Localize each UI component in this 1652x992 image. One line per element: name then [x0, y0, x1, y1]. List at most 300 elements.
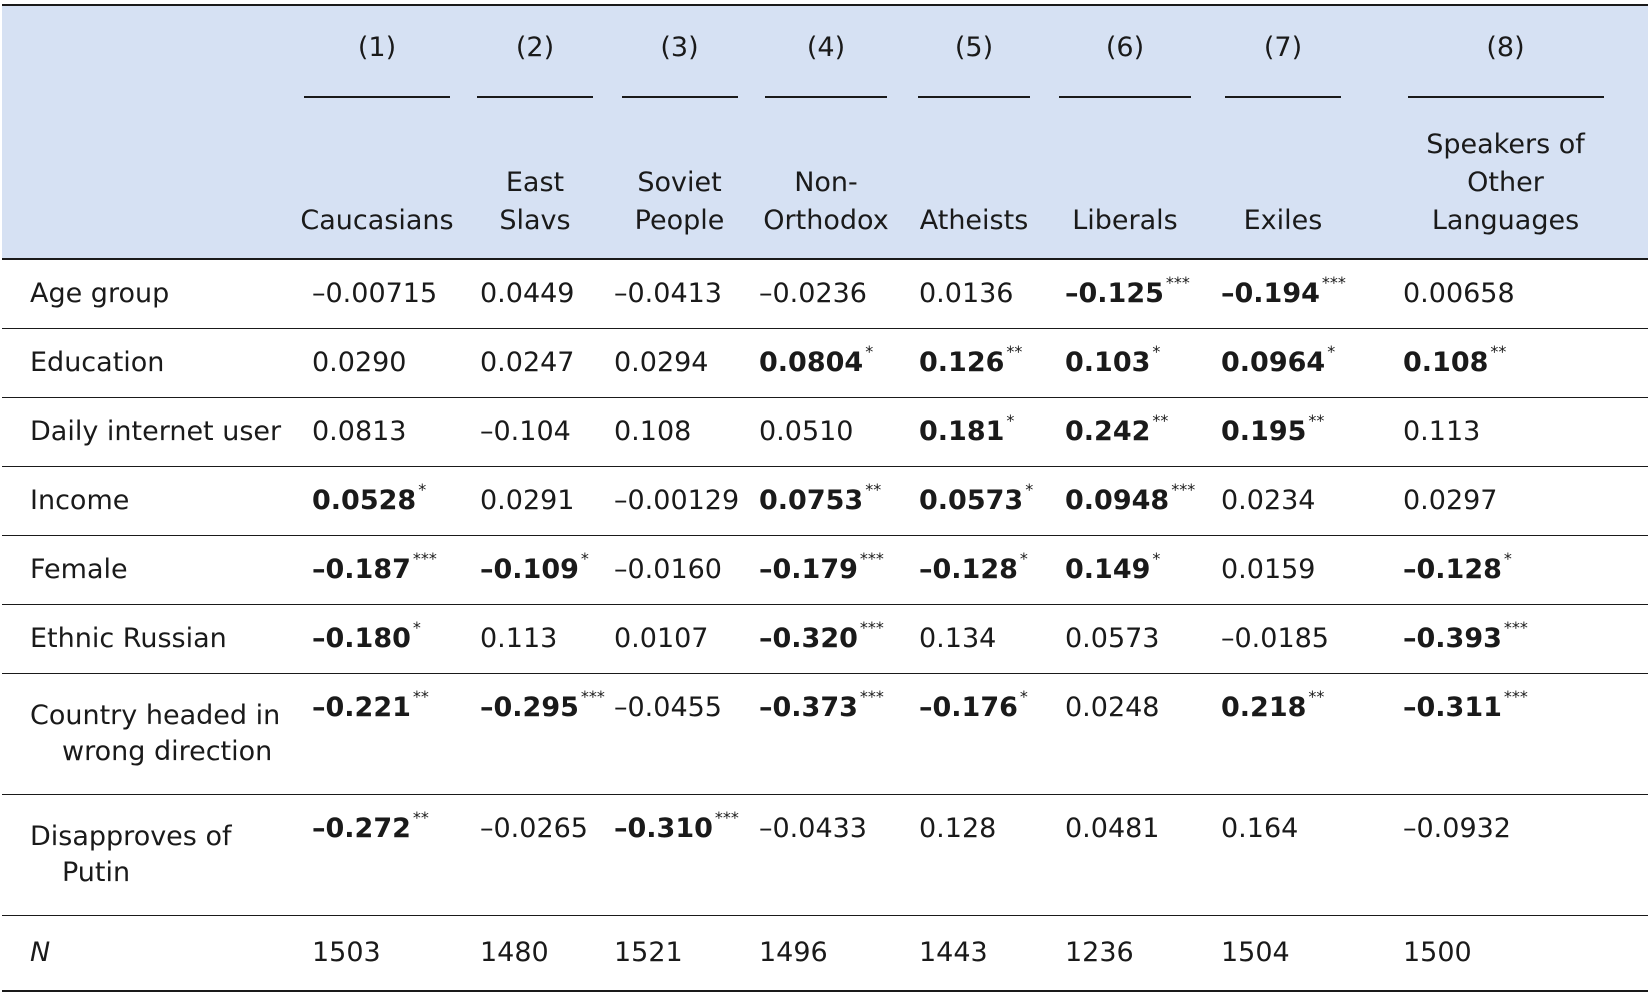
coefficient-number: 0.134	[919, 623, 997, 654]
column-number-header	[1363, 5, 1648, 100]
coefficient-value	[480, 935, 549, 971]
significance-stars: ***	[859, 618, 884, 637]
coefficient-number: 0.108	[1403, 347, 1489, 378]
coefficient-value	[312, 618, 421, 657]
significance-stars: **	[1006, 342, 1023, 361]
coefficient-value	[919, 411, 1015, 450]
coefficient-value	[480, 345, 574, 381]
coefficient-value	[480, 549, 589, 588]
column-header-rule	[1408, 96, 1604, 98]
row-label	[2, 674, 292, 795]
coefficient-value	[1403, 618, 1528, 657]
coefficient-number: 0.0248	[1065, 692, 1160, 723]
coefficient-number: 0.0753	[759, 485, 864, 516]
coefficient-number: 0.108	[614, 416, 692, 447]
column-number: (2)	[515, 31, 555, 63]
coefficient-cell	[462, 398, 608, 467]
coefficient-cell	[1363, 536, 1648, 605]
coefficient-value	[312, 480, 427, 519]
column-number-row	[2, 5, 1648, 100]
coefficient-value	[1403, 483, 1497, 519]
coefficient-number: –0.0932	[1403, 813, 1511, 844]
coefficient-value	[1065, 621, 1159, 657]
coefficient-cell	[608, 398, 751, 467]
coefficient-cell	[751, 259, 901, 329]
coefficient-number: 0.0291	[480, 485, 575, 516]
coefficient-number: 0.0294	[614, 347, 709, 378]
coefficient-value	[759, 276, 867, 312]
coefficient-number: 0.164	[1221, 813, 1299, 844]
coefficient-number: –0.00715	[312, 278, 438, 309]
coefficient-number: –0.125	[1065, 278, 1164, 309]
coefficient-value	[480, 483, 574, 519]
coefficient-value	[1065, 273, 1190, 312]
column-name-line: East	[505, 167, 565, 198]
column-name-row	[2, 100, 1648, 259]
significance-stars: ***	[1321, 273, 1346, 292]
coefficient-number: 0.0297	[1403, 485, 1498, 516]
column-name-header	[292, 100, 462, 259]
coefficient-value	[480, 276, 574, 312]
column-header-rule	[477, 96, 593, 98]
coefficient-value	[1065, 342, 1161, 381]
column-number: (3)	[660, 31, 699, 63]
coefficient-number: 0.0573	[919, 485, 1024, 516]
significance-stars: ***	[714, 808, 739, 827]
coefficient-cell	[292, 329, 462, 398]
coefficient-number: 0.0573	[1065, 623, 1160, 654]
coefficient-cell	[751, 605, 901, 674]
column-number: (8)	[1486, 31, 1525, 63]
column-name-line: Other	[1467, 167, 1544, 198]
coefficient-value	[614, 552, 722, 588]
coefficient-cell	[462, 605, 608, 674]
coefficient-number: 1503	[312, 937, 381, 968]
coefficient-cell	[751, 674, 901, 795]
coefficient-value	[312, 345, 406, 381]
significance-stars: *	[1019, 549, 1028, 568]
coefficient-cell	[1203, 795, 1363, 916]
coefficient-number: 0.113	[480, 623, 558, 654]
row-label-line: Income	[30, 485, 130, 516]
coefficient-number: –0.180	[312, 623, 411, 654]
column-header-rule	[765, 96, 887, 98]
coefficient-value	[1403, 276, 1515, 312]
column-number-header	[1047, 5, 1203, 100]
coefficient-number: –0.176	[919, 692, 1018, 723]
column-name-header	[462, 100, 608, 259]
significance-stars: *	[418, 480, 427, 499]
coefficient-value	[614, 276, 722, 312]
coefficient-cell	[462, 259, 608, 329]
coefficient-value	[759, 618, 884, 657]
coefficient-number: –0.320	[759, 623, 858, 654]
coefficient-cell	[292, 259, 462, 329]
coefficient-number: 1480	[480, 937, 549, 968]
coefficient-number: 0.195	[1221, 416, 1307, 447]
table-row	[2, 605, 1648, 674]
coefficient-cell	[1047, 916, 1203, 992]
coefficient-value	[614, 345, 708, 381]
coefficient-cell	[292, 795, 462, 916]
regression-table	[2, 4, 1648, 992]
coefficient-cell	[462, 536, 608, 605]
coefficient-cell	[1203, 467, 1363, 536]
table-header	[2, 5, 1648, 259]
column-name-line: Atheists	[919, 205, 1029, 236]
coefficient-cell	[1363, 795, 1648, 916]
coefficient-cell	[1047, 795, 1203, 916]
row-label-line: Putin	[62, 857, 131, 888]
coefficient-value	[759, 687, 884, 726]
coefficient-cell	[901, 795, 1047, 916]
coefficient-cell	[1047, 467, 1203, 536]
table-row	[2, 259, 1648, 329]
column-name-header	[1047, 100, 1203, 259]
table-row	[2, 916, 1648, 992]
coefficient-number: 0.0159	[1221, 554, 1316, 585]
significance-stars: *	[1006, 411, 1015, 430]
coefficient-value	[480, 687, 605, 726]
coefficient-number: –0.272	[312, 813, 411, 844]
coefficient-cell	[1047, 259, 1203, 329]
coefficient-value	[1065, 690, 1159, 726]
coefficient-value	[1221, 483, 1315, 519]
coefficient-value	[919, 480, 1034, 519]
significance-stars: *	[865, 342, 874, 361]
coefficient-number: 0.113	[1403, 416, 1481, 447]
coefficient-value	[312, 414, 406, 450]
coefficient-value	[1221, 273, 1346, 312]
significance-stars: *	[1152, 549, 1161, 568]
column-name-line: Caucasians	[300, 205, 454, 236]
coefficient-value	[1065, 549, 1161, 588]
column-number: (7)	[1263, 31, 1303, 63]
coefficient-cell	[1047, 398, 1203, 467]
column-header-rule	[304, 96, 450, 98]
coefficient-cell	[608, 467, 751, 536]
coefficient-cell	[1203, 329, 1363, 398]
coefficient-value	[614, 483, 739, 519]
coefficient-value	[759, 414, 853, 450]
coefficient-number: –0.179	[759, 554, 858, 585]
column-name-header	[1203, 100, 1363, 259]
column-name-line: Orthodox	[763, 205, 889, 236]
significance-stars: *	[1025, 480, 1034, 499]
coefficient-cell	[751, 795, 901, 916]
coefficient-value	[1221, 342, 1336, 381]
row-label	[2, 467, 292, 536]
coefficient-cell	[462, 329, 608, 398]
coefficient-value	[614, 414, 691, 450]
coefficient-value	[1221, 621, 1329, 657]
coefficient-number: 1443	[919, 937, 988, 968]
coefficient-value	[759, 811, 867, 847]
row-label	[2, 605, 292, 674]
coefficient-number: –0.393	[1403, 623, 1502, 654]
coefficient-cell	[901, 674, 1047, 795]
coefficient-cell	[292, 605, 462, 674]
coefficient-cell	[608, 259, 751, 329]
row-label	[2, 536, 292, 605]
column-number-header	[901, 5, 1047, 100]
coefficient-value	[1403, 811, 1511, 847]
coefficient-number: 0.0964	[1221, 347, 1326, 378]
column-number-header	[608, 5, 751, 100]
significance-stars: **	[412, 808, 429, 827]
coefficient-number: –0.128	[1403, 554, 1502, 585]
coefficient-value	[1221, 411, 1325, 450]
coefficient-value	[919, 935, 988, 971]
coefficient-number: 1521	[614, 937, 683, 968]
coefficient-number: 0.128	[919, 813, 997, 844]
table-body	[2, 259, 1648, 991]
coefficient-number: 0.103	[1065, 347, 1151, 378]
table-row	[2, 467, 1648, 536]
coefficient-value	[919, 811, 996, 847]
coefficient-value	[759, 935, 828, 971]
coefficient-number: 0.242	[1065, 416, 1151, 447]
coefficient-value	[480, 414, 571, 450]
coefficient-value	[1065, 811, 1159, 847]
coefficient-cell	[462, 467, 608, 536]
row-label	[2, 398, 292, 467]
coefficient-cell	[901, 916, 1047, 992]
column-name-line: Non-	[794, 167, 858, 198]
coefficient-value	[1065, 411, 1169, 450]
coefficient-number: –0.0433	[759, 813, 867, 844]
coefficient-cell	[751, 536, 901, 605]
coefficient-value	[312, 687, 429, 726]
coefficient-value	[1403, 342, 1507, 381]
coefficient-cell	[1047, 605, 1203, 674]
row-label-line: Disapproves of	[30, 821, 232, 852]
coefficient-value	[759, 549, 884, 588]
coefficient-number: 1236	[1065, 937, 1134, 968]
coefficient-cell	[1203, 536, 1363, 605]
significance-stars: ***	[859, 549, 884, 568]
coefficient-value	[480, 811, 588, 847]
coefficient-number: 0.126	[919, 347, 1005, 378]
coefficient-number: 0.0449	[480, 278, 575, 309]
coefficient-number: –0.0455	[614, 692, 722, 723]
coefficient-number: –0.109	[480, 554, 579, 585]
coefficient-value	[1403, 935, 1472, 971]
coefficient-cell	[901, 605, 1047, 674]
coefficient-value	[1403, 414, 1480, 450]
significance-stars: *	[1152, 342, 1161, 361]
header-corner	[2, 5, 292, 100]
coefficient-number: 0.0813	[312, 416, 407, 447]
coefficient-value	[759, 342, 874, 381]
coefficient-cell	[751, 467, 901, 536]
coefficient-cell	[608, 916, 751, 992]
significance-stars: *	[580, 549, 589, 568]
column-number-header	[1203, 5, 1363, 100]
row-label-line: Age group	[30, 278, 170, 309]
coefficient-value	[919, 687, 1028, 726]
header-corner-lower	[2, 100, 292, 259]
coefficient-value	[1221, 552, 1315, 588]
coefficient-cell	[608, 674, 751, 795]
coefficient-cell	[751, 916, 901, 992]
coefficient-number: 0.181	[919, 416, 1005, 447]
table-row	[2, 329, 1648, 398]
coefficient-value	[1221, 935, 1290, 971]
coefficient-number: 0.0804	[759, 347, 864, 378]
coefficient-cell	[462, 674, 608, 795]
coefficient-value	[480, 621, 557, 657]
significance-stars: **	[1490, 342, 1507, 361]
column-name-line: Soviet	[637, 167, 722, 198]
column-header-rule	[918, 96, 1030, 98]
coefficient-number: –0.187	[312, 554, 411, 585]
coefficient-number: 0.0136	[919, 278, 1014, 309]
coefficient-cell	[1203, 605, 1363, 674]
coefficient-value	[312, 276, 437, 312]
coefficient-value	[919, 276, 1013, 312]
coefficient-number: 0.0948	[1065, 485, 1170, 516]
column-number-header	[751, 5, 901, 100]
row-label	[2, 329, 292, 398]
row-label	[2, 916, 292, 992]
coefficient-number: 0.149	[1065, 554, 1151, 585]
coefficient-number: 0.0107	[614, 623, 709, 654]
coefficient-cell	[1363, 398, 1648, 467]
significance-stars: **	[412, 687, 429, 706]
significance-stars: *	[1327, 342, 1336, 361]
significance-stars: ***	[412, 549, 437, 568]
coefficient-value	[1065, 935, 1134, 971]
coefficient-number: –0.104	[480, 416, 571, 447]
coefficient-cell	[608, 536, 751, 605]
coefficient-number: –0.311	[1403, 692, 1502, 723]
column-name-line: People	[634, 205, 725, 236]
table-row	[2, 398, 1648, 467]
coefficient-value	[919, 342, 1023, 381]
coefficient-number: 1500	[1403, 937, 1472, 968]
coefficient-number: –0.295	[480, 692, 579, 723]
column-name-line: Slavs	[499, 205, 571, 236]
row-label-line: Female	[30, 554, 128, 585]
column-name-line: Exiles	[1243, 205, 1323, 236]
row-label	[2, 259, 292, 329]
significance-stars: *	[1503, 549, 1512, 568]
significance-stars: **	[1308, 687, 1325, 706]
coefficient-number: 0.218	[1221, 692, 1307, 723]
coefficient-cell	[1363, 605, 1648, 674]
coefficient-number: 0.0247	[480, 347, 575, 378]
coefficient-value	[759, 480, 882, 519]
coefficient-value	[1221, 687, 1325, 726]
coefficient-number: 0.00658	[1403, 278, 1515, 309]
column-header-rule	[1059, 96, 1191, 98]
coefficient-cell	[1203, 398, 1363, 467]
coefficient-value	[312, 549, 437, 588]
coefficient-cell	[462, 795, 608, 916]
coefficient-cell	[1203, 674, 1363, 795]
significance-stars: ***	[1503, 687, 1528, 706]
coefficient-number: –0.0413	[614, 278, 722, 309]
row-label-line: Education	[30, 347, 165, 378]
column-number: (6)	[1105, 31, 1145, 63]
coefficient-value	[1221, 811, 1298, 847]
column-number: (4)	[806, 31, 846, 63]
coefficient-cell	[1363, 467, 1648, 536]
column-name-line: Languages	[1431, 205, 1580, 236]
column-header-rule	[622, 96, 738, 98]
coefficient-number: –0.0236	[759, 278, 867, 309]
coefficient-number: 1504	[1221, 937, 1290, 968]
coefficient-number: 0.0481	[1065, 813, 1160, 844]
coefficient-number: –0.221	[312, 692, 411, 723]
column-name-header	[901, 100, 1047, 259]
coefficient-cell	[901, 467, 1047, 536]
coefficient-value	[614, 621, 708, 657]
coefficient-cell	[1203, 916, 1363, 992]
coefficient-cell	[462, 916, 608, 992]
coefficient-cell	[751, 398, 901, 467]
coefficient-cell	[292, 916, 462, 992]
significance-stars: **	[1308, 411, 1325, 430]
significance-stars: ***	[1165, 273, 1190, 292]
significance-stars: ***	[859, 687, 884, 706]
coefficient-number: 0.0234	[1221, 485, 1316, 516]
column-name-header	[1363, 100, 1648, 259]
coefficient-cell	[901, 329, 1047, 398]
column-number: (5)	[954, 31, 994, 63]
significance-stars: *	[412, 618, 421, 637]
coefficient-cell	[608, 795, 751, 916]
coefficient-number: –0.00129	[614, 485, 740, 516]
coefficient-cell	[1047, 536, 1203, 605]
coefficient-cell	[292, 467, 462, 536]
coefficient-number: –0.0185	[1221, 623, 1329, 654]
coefficient-cell	[901, 398, 1047, 467]
coefficient-cell	[1203, 259, 1363, 329]
significance-stars: **	[865, 480, 882, 499]
significance-stars: *	[1019, 687, 1028, 706]
coefficient-number: 1496	[759, 937, 828, 968]
table-row	[2, 674, 1648, 795]
regression-table-container	[2, 4, 1648, 992]
coefficient-value	[614, 690, 722, 726]
coefficient-cell	[1047, 674, 1203, 795]
coefficient-cell	[901, 259, 1047, 329]
coefficient-number: –0.194	[1221, 278, 1320, 309]
row-label-line: Country headed in	[30, 700, 281, 731]
coefficient-number: –0.0265	[480, 813, 588, 844]
coefficient-cell	[751, 329, 901, 398]
column-number-header	[292, 5, 462, 100]
significance-stars: ***	[1171, 480, 1196, 499]
coefficient-cell	[1047, 329, 1203, 398]
row-label-line: Ethnic Russian	[30, 623, 227, 654]
coefficient-cell	[1363, 916, 1648, 992]
coefficient-cell	[901, 536, 1047, 605]
coefficient-number: 0.0290	[312, 347, 407, 378]
row-label-line: wrong direction	[62, 736, 273, 767]
coefficient-value	[1065, 480, 1196, 519]
row-label	[2, 795, 292, 916]
coefficient-number: 0.0528	[312, 485, 417, 516]
coefficient-value	[614, 935, 683, 971]
coefficient-number: –0.0160	[614, 554, 722, 585]
coefficient-cell	[292, 674, 462, 795]
coefficient-cell	[292, 536, 462, 605]
table-row	[2, 536, 1648, 605]
table-row	[2, 795, 1648, 916]
